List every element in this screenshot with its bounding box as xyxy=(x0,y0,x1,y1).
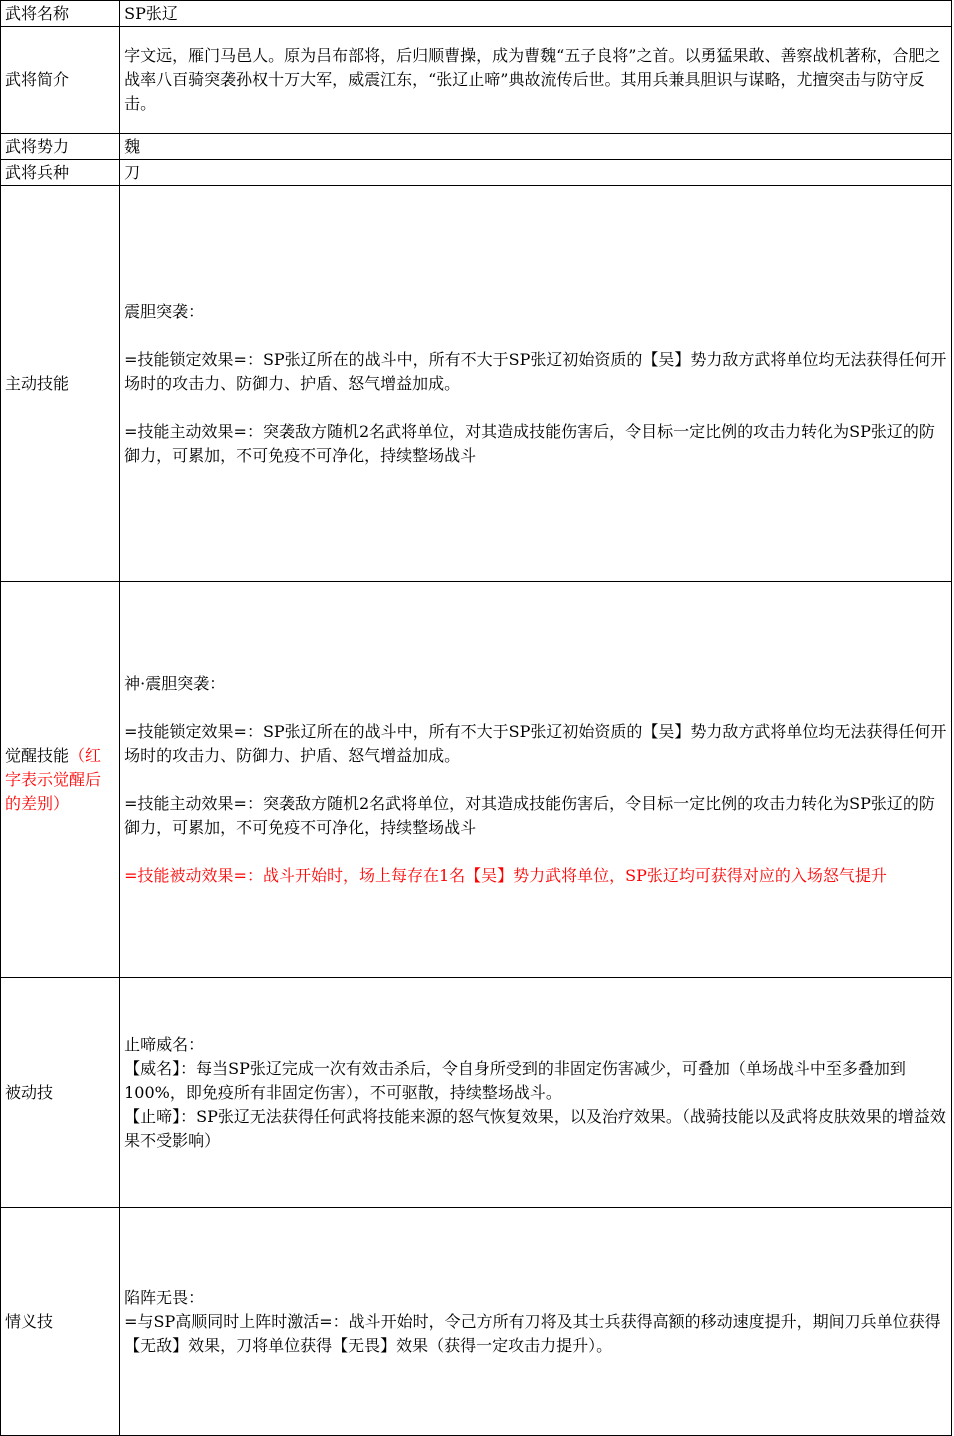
passive-skill-line-2: 【止啼】：SP张辽无法获得任何武将技能来源的怒气恢复效果，以及治疗效果。（战骑技能以及武将皮肤效果的增益效果不受影响） xyxy=(124,1106,946,1150)
row-troop xyxy=(1,160,952,186)
row-name xyxy=(1,1,952,27)
awakened-skill-cell xyxy=(120,582,952,978)
bond-skill-line-1: =与SP高顺同时上阵时激活=：战斗开始时，令己方所有刀将及其士兵获得高额的移动速度提升，期间刀兵单位获得【无敌】效果，刀将单位获得【无畏】效果（获得一定攻击力提升）。 xyxy=(124,1311,941,1355)
row-bond-skill xyxy=(1,1208,952,1436)
passive-skill-label: 被动技 xyxy=(1,978,120,1208)
row-active-skill xyxy=(1,186,952,582)
passive-skill-title: 止啼威名： xyxy=(124,1034,205,1054)
name-value: SP张辽 xyxy=(120,1,952,27)
awakened-skill-label: 觉醒技能 xyxy=(5,745,70,765)
intro-text: 字文远，雁门马邑人。原为吕布部将，后归顺曹操，成为曹魏“五子良将”之首。以勇猛果敢、善察战机著称，合肥之战率八百骑突袭孙权十万大军，威震江东，“张辽止啼”典故流传后世。其用兵兼具胆识与谋略，尤擅突击与防守反击。 xyxy=(124,46,941,113)
passive-skill-cell xyxy=(120,978,952,1208)
troop-value: 刀 xyxy=(120,160,952,186)
row-intro xyxy=(1,27,952,134)
name-label: 武将名称 xyxy=(1,1,120,27)
spacer xyxy=(124,396,947,420)
spacer xyxy=(124,696,947,720)
awakened-skill-label-cell xyxy=(1,582,120,978)
active-skill-title: 震胆突袭： xyxy=(124,301,205,321)
intro-label: 武将简介 xyxy=(1,27,120,134)
spacer xyxy=(124,324,947,348)
intro-cell xyxy=(120,27,952,134)
faction-label: 武将势力 xyxy=(1,134,120,160)
active-skill-cell xyxy=(120,186,952,582)
bond-skill-title: 陷阵无畏： xyxy=(124,1287,205,1307)
row-faction xyxy=(1,134,952,160)
active-skill-effect: =技能主动效果=：突袭敌方随机2名武将单位，对其造成技能伤害后，令目标一定比例的攻击力转化为SP张辽的防御力，可累加，不可免疫不可净化，持续整场战斗 xyxy=(124,421,935,465)
awakened-skill-lock: =技能锁定效果=：SP张辽所在的战斗中，所有不大于SP张辽初始资质的【吴】势力敌方武将单位均无法获得任何开场时的攻击力、防御力、护盾、怒气增益加成。 xyxy=(124,721,947,765)
awakened-skill-passive: =技能被动效果=：战斗开始时，场上每存在1名【吴】势力武将单位，SP张辽均可获得对应的入场怒气提升 xyxy=(124,865,887,885)
awakened-skill-effect: =技能主动效果=：突袭敌方随机2名武将单位，对其造成技能伤害后，令目标一定比例的攻击力转化为SP张辽的防御力，可累加，不可免疫不可净化，持续整场战斗 xyxy=(124,793,935,837)
active-skill-label: 主动技能 xyxy=(1,186,120,582)
active-skill-lock: =技能锁定效果=：SP张辽所在的战斗中，所有不大于SP张辽初始资质的【吴】势力敌方武将单位均无法获得任何开场时的攻击力、防御力、护盾、怒气增益加成。 xyxy=(124,349,947,393)
row-awakened-skill xyxy=(1,582,952,978)
row-passive-skill xyxy=(1,978,952,1208)
passive-skill-line-1: 【威名】：每当SP张辽完成一次有效击杀后，令自身所受到的非固定伤害减少，可叠加（单场战斗中至多叠加到100%，即免疫所有非固定伤害），不可驱散，持续整场战斗。 xyxy=(124,1058,906,1102)
spacer xyxy=(124,840,947,864)
spacer xyxy=(124,768,947,792)
awakened-skill-title: 神·震胆突袭： xyxy=(124,673,226,693)
awakened-skill-note: （红字表示觉醒后的差别） xyxy=(5,745,102,813)
bond-skill-cell xyxy=(120,1208,952,1436)
faction-value: 魏 xyxy=(120,134,952,160)
troop-label: 武将兵种 xyxy=(1,160,120,186)
bond-skill-label: 情义技 xyxy=(1,1208,120,1436)
